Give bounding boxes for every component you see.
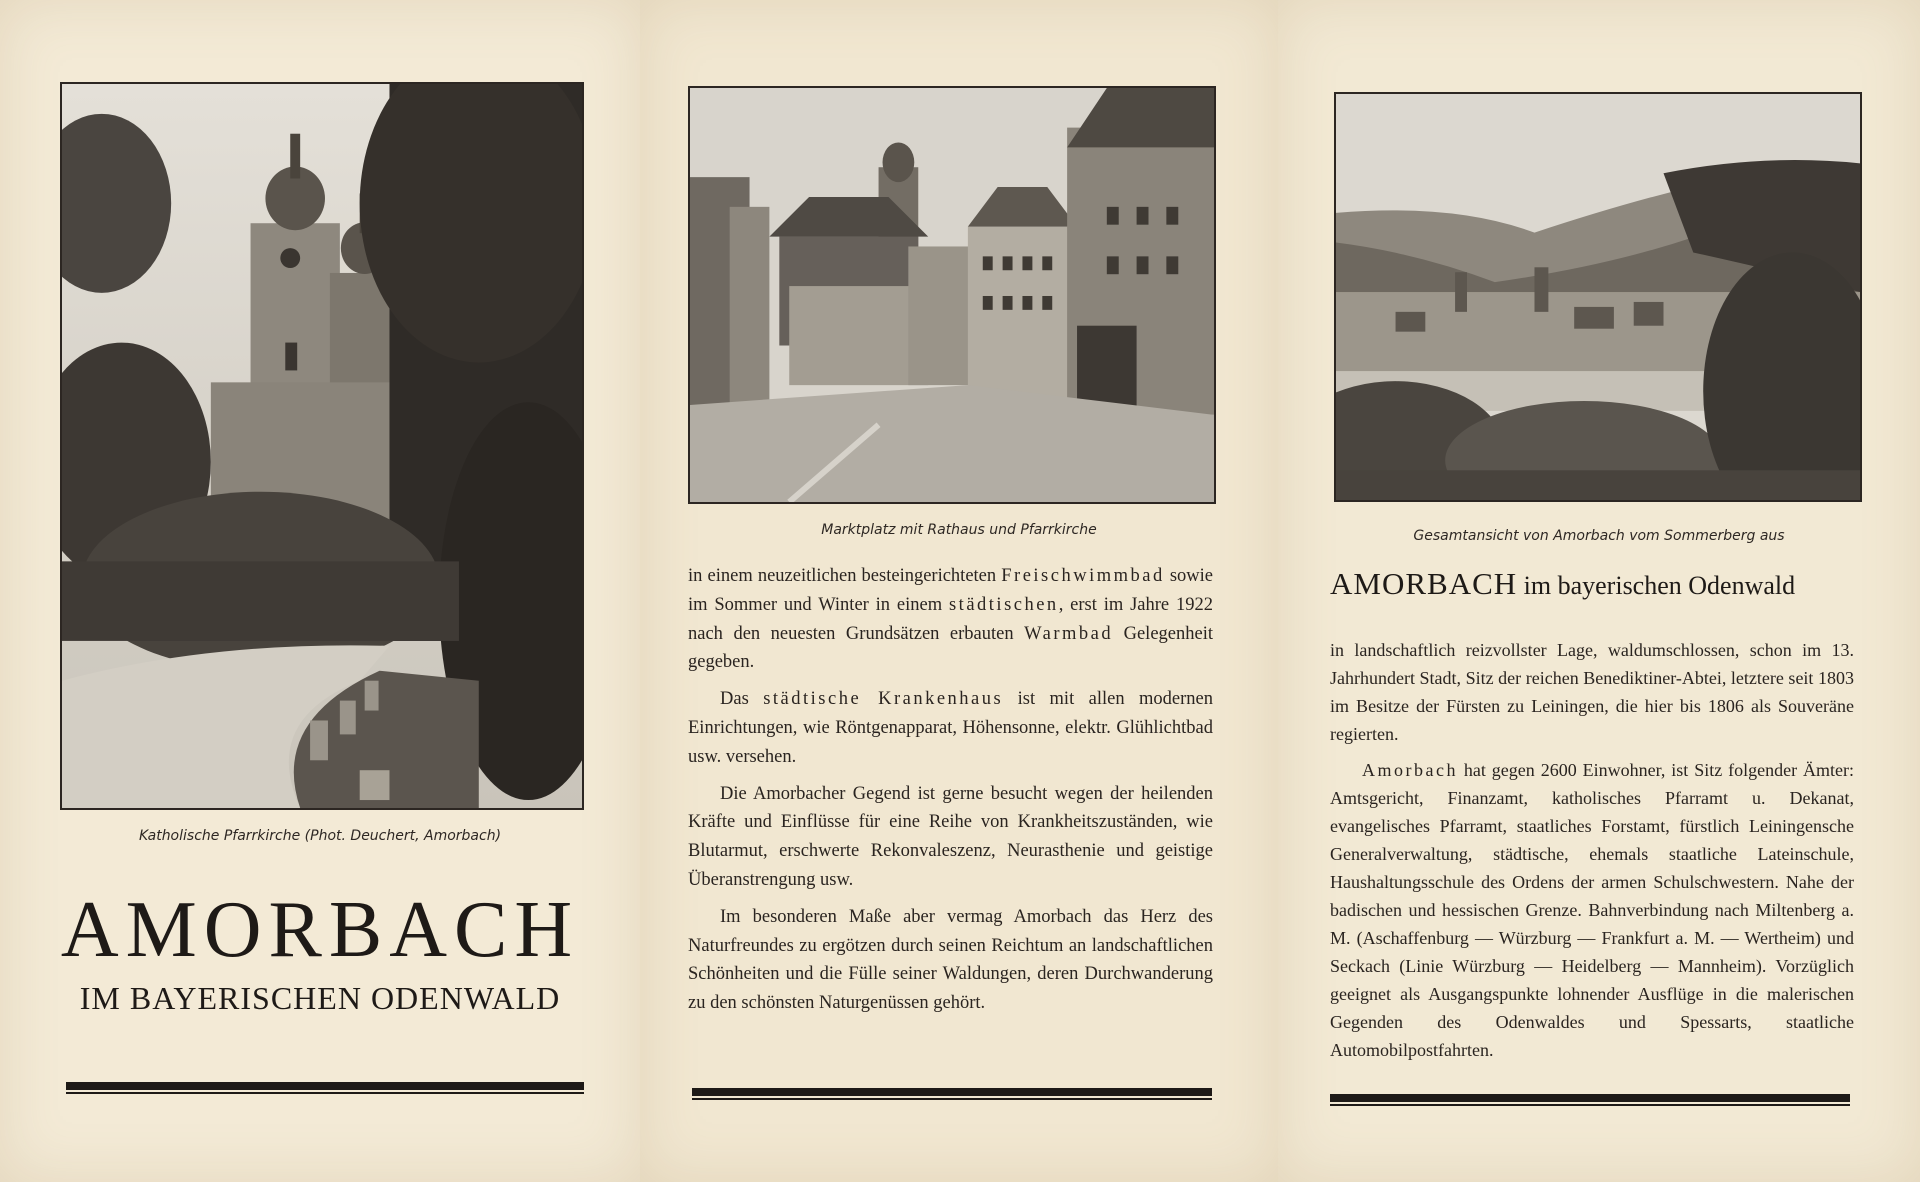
brochure-panel-cover [0, 0, 640, 1182]
cover-divider [66, 1082, 584, 1090]
church-photo-illustration [62, 84, 582, 808]
church-photo-caption: Katholische Pfarrkirche (Phot. Deuchert, Amorbach) [138, 828, 502, 844]
brochure-panel-middle [640, 0, 1278, 1182]
panorama-caption: Gesamtansicht von Amorbach vom Sommerberg aus [1413, 528, 1785, 544]
market-square-illustration [690, 88, 1214, 502]
paragraph-hospital: Das städtische Krankenhaus ist mit allen modernen Einrichtungen, wie Röntgenapparat, Höhensonne, elektr. Glühlichtbad usw. versehen. [688, 689, 1213, 767]
cover-subtitle: IM BAYERISCHEN ODENWALD [79, 980, 561, 1016]
church-photo [60, 82, 584, 810]
paragraph-history: in landschaftlich reizvollster Lage, waldumschlossen, schon im 13. Jahrhundert Stadt, Sitz der reichen Benediktiner-Abtei, letztere seit 1803 im Besitze der Fürsten zu Leiningen, die hier bis 1806 als Souveräne regierten. [1330, 640, 1854, 744]
panorama-illustration [1336, 94, 1860, 500]
paragraph-pool-bath: in einem neuzeitlichen besteingerichteten Freischwimmbad sowie im Sommer und Winter in einem städtischen, erst im Jahre 1922 nach den neuesten Grundsätzen erbauten Warmbad Gelegenheit gegeben. [688, 566, 1213, 673]
panorama-photo [1334, 92, 1862, 502]
paragraph-health: Die Amorbacher Gegend ist gerne besucht wegen der heilenden Kräfte und Einflüsse für eine Reihe von Krankheitszuständen, wie Blutarmut, erschwerte Rekonvaleszenz, Neurasthenie und geistige Überanstrengung usw. [688, 783, 1213, 890]
paragraph-nature: Im besonderen Maße aber vermag Amorbach das Herz des Naturfreundes zu ergötzen durch seinen Reichtum an landschaftlichen Schönheiten und die Fülle seiner Waldungen, deren Durchwanderung zu den schönsten Naturgenüssen gehört. [688, 906, 1213, 1014]
market-square-caption: Marktplatz mit Rathaus und Pfarrkirche [821, 522, 1097, 538]
cover-title: AMORBACH [60, 886, 580, 974]
paragraph-offices: Amorbach hat gegen 2600 Einwohner, ist Sitz folgender Ämter: Amtsgericht, Finanzamt, katholisches Pfarramt u. Dekanat, evangelisches Pfarramt, staatliches Forstamt, fürstlich Leiningensche Generalverwaltung, städtische, ehemals staatliche Lateinschule, Haushaltungsschule des Ordens der armen Schulschwestern. Nahe der badischen und hessischen Grenze. Bahnverbindung nach Miltenberg a. M. (Aschaffenburg — Würzburg — Frankfurt a. M. — Wertheim) und Seckach (Linie Würzburg — Heidelberg — Mannheim). Vorzüglich geeignet als Ausgangspunkte lohnender Ausflüge in die malerischen Gegenden des Odenwaldes und Spessarts, staatliche Automobilpostfahrten. [1330, 760, 1854, 1060]
right-divider [1330, 1094, 1850, 1102]
right-panel-heading: AMORBACH im bayerischen Odenwald [1330, 566, 1796, 601]
market-square-photo [688, 86, 1216, 504]
right-text-column [1330, 636, 1854, 1072]
middle-text-column [688, 562, 1213, 1026]
middle-divider [692, 1088, 1212, 1096]
